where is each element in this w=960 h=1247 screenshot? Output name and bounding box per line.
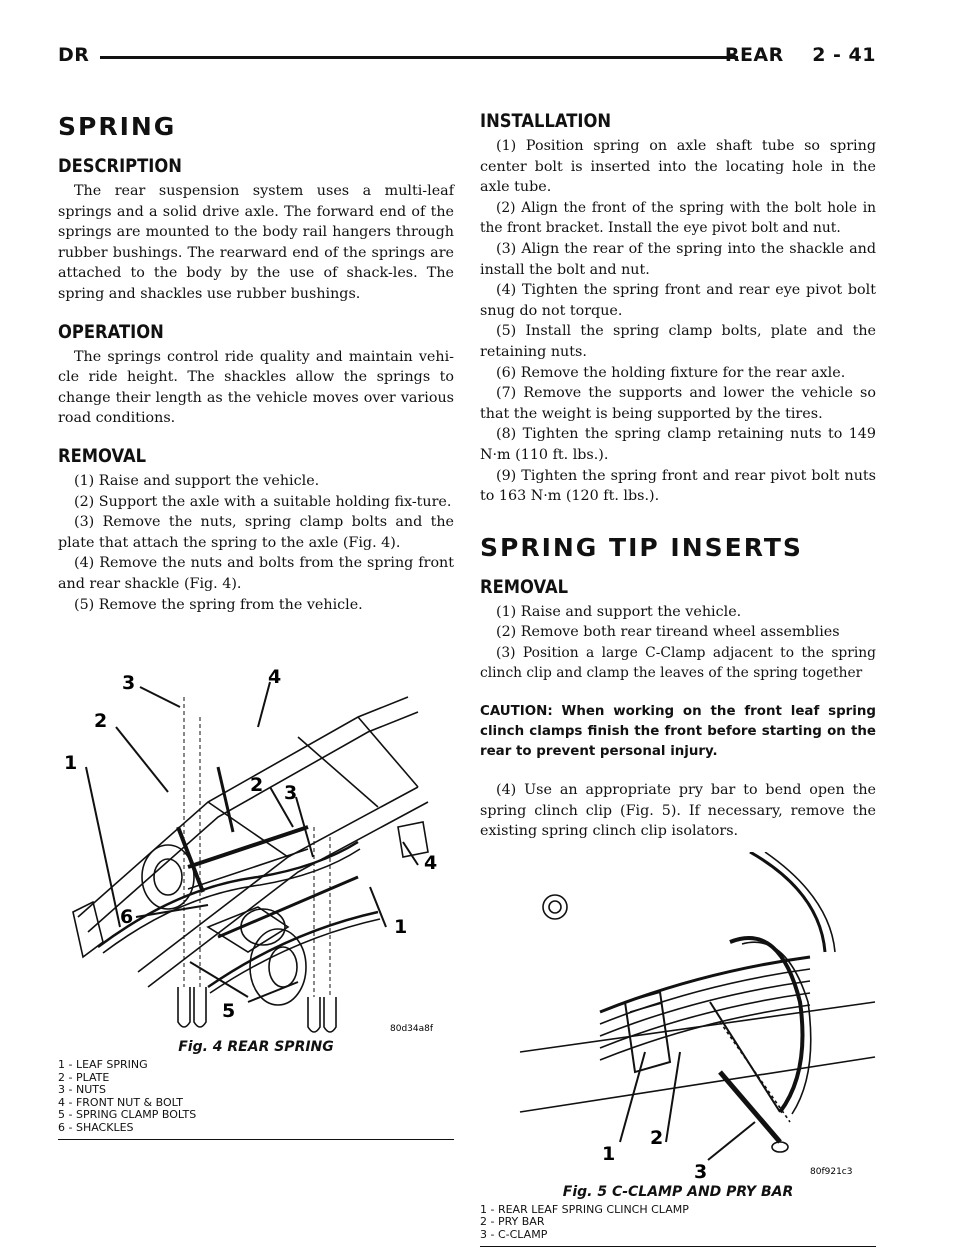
fig5-caption: Fig. 5 C-CLAMP AND PRY BAR bbox=[562, 1183, 794, 1200]
legend-item: 1 - REAR LEAF SPRING CLINCH CLAMP bbox=[480, 1202, 689, 1216]
installation-step: (2) Align the front of the spring with the bolt hole in the front bracket. Install the eye pivot bolt and nut. bbox=[480, 199, 876, 237]
callout-1: 1 bbox=[64, 752, 78, 775]
operation-text: The springs control ride quality and maintain vehi-cle ride height. The shackles allow the springs to change their length as the vehicle moves over various road conditions. bbox=[58, 348, 454, 427]
tip-removal-heading: REMOVAL bbox=[480, 575, 569, 598]
left-column bbox=[58, 104, 454, 1140]
tip-removal-step: (4) Use an appropriate pry bar to bend open the spring clinch clip (Fig. 5). If necessary, remove the existing spring clinch clip isolators. bbox=[480, 782, 876, 840]
installation-step: (9) Tighten the spring front and rear pivot bolt nuts to 163 N·m (120 ft. lbs.). bbox=[480, 467, 876, 505]
callout-5: 5 bbox=[222, 1000, 236, 1023]
callout-1: 1 bbox=[394, 916, 408, 939]
legend-item: 2 - PLATE bbox=[58, 1070, 110, 1084]
tip-removal-step: (2) Remove both rear tireand wheel assemblies bbox=[496, 624, 840, 641]
removal-heading: REMOVAL bbox=[58, 444, 147, 467]
page-header bbox=[58, 44, 876, 72]
header-rule bbox=[100, 56, 738, 59]
legend-item: 5 - SPRING CLAMP BOLTS bbox=[58, 1108, 197, 1122]
legend-item: 6 - SHACKLES bbox=[58, 1121, 134, 1135]
operation-heading: OPERATION bbox=[58, 320, 164, 343]
installation-heading: INSTALLATION bbox=[480, 110, 612, 132]
callout-3: 3 bbox=[122, 672, 136, 695]
tip-inserts-title: SPRING TIP INSERTS bbox=[480, 532, 803, 562]
header-section: DR bbox=[58, 44, 90, 66]
installation-step: (4) Tighten the spring front and rear eye pivot bolt snug do not torque. bbox=[480, 282, 876, 319]
fig5-legend bbox=[480, 1204, 876, 1246]
description-heading: DESCRIPTION bbox=[58, 155, 182, 177]
legend-item: 4 - FRONT NUT & BOLT bbox=[58, 1095, 183, 1109]
installation-step: (8) Tighten the spring clamp retaining nuts to 149 N·m (110 ft. lbs.). bbox=[480, 426, 876, 463]
fig4-caption: Fig. 4 REAR SPRING bbox=[178, 1039, 334, 1056]
callout-4: 4 bbox=[424, 852, 438, 875]
legend-item: 1 - LEAF SPRING bbox=[58, 1058, 148, 1072]
removal-step: (2) Support the axle with a suitable holding fix-ture. bbox=[74, 493, 452, 510]
callout-3: 3 bbox=[284, 782, 298, 805]
fig5-c-clamp-pry-bar bbox=[480, 852, 876, 1247]
tip-removal-step: (3) Position a large C-Clamp adjacent to the spring clinch clip and clamp the leaves of the spring together bbox=[480, 644, 876, 682]
callout-2: 2 bbox=[650, 1126, 664, 1149]
removal-step: (5) Remove the spring from the vehicle. bbox=[74, 596, 363, 613]
callout-2: 2 bbox=[94, 710, 108, 733]
figure-code: 80f921c3 bbox=[810, 1166, 853, 1177]
callout-4: 4 bbox=[268, 666, 282, 689]
legend-item: 3 - C-CLAMP bbox=[480, 1228, 548, 1242]
callout-2: 2 bbox=[250, 774, 264, 797]
installation-step: (1) Position spring on axle shaft tube so spring center bolt is inserted into the locating hole in the axle tube. bbox=[480, 138, 876, 196]
figure-code: 80d34a8f bbox=[390, 1024, 434, 1035]
description-text: The rear suspension system uses a multi-leaf springs and a solid drive axle. The forward end of the springs are mounted to the body rail hangers through rubber bushings. The rearward end of the springs are attached to the body by the use of shack-les. The spring and shackles use rubber bushings. bbox=[58, 183, 454, 302]
removal-step: (1) Raise and support the vehicle. bbox=[74, 472, 320, 489]
installation-step: (7) Remove the supports and lower the vehicle so that the weight is being supported by the tires. bbox=[480, 385, 876, 422]
spring-title: SPRING bbox=[58, 112, 177, 141]
fig4-legend bbox=[58, 1059, 454, 1139]
callout-6: 6 bbox=[120, 906, 134, 929]
removal-step: (3) Remove the nuts, spring clamp bolts and the plate that attach the spring to the axle (Fig. 4). bbox=[58, 514, 454, 551]
right-column bbox=[480, 104, 876, 1247]
installation-step: (6) Remove the holding fixture for the rear axle. bbox=[496, 364, 846, 381]
caution-note: CAUTION: When working on the front leaf spring clinch clamps finish the front before starting on the rear to prevent personal injury. bbox=[480, 704, 876, 760]
installation-step: (5) Install the spring clamp bolts, plate and the retaining nuts. bbox=[480, 323, 876, 360]
callout-1: 1 bbox=[602, 1142, 616, 1165]
installation-step: (3) Align the rear of the spring into the shackle and install the bolt and nut. bbox=[480, 240, 876, 278]
callout-3: 3 bbox=[694, 1160, 708, 1182]
removal-step: (4) Remove the nuts and bolts from the spring front and rear shackle (Fig. 4). bbox=[58, 555, 454, 592]
fig4-rear-spring bbox=[58, 627, 454, 1140]
c-clamp-illustration bbox=[480, 852, 876, 1182]
tip-removal-step: (1) Raise and support the vehicle. bbox=[496, 603, 742, 620]
legend-item: 3 - NUTS bbox=[58, 1083, 106, 1097]
rear-spring-illustration bbox=[58, 627, 454, 1037]
header-page-number: REAR 2 - 41 bbox=[724, 44, 876, 66]
legend-item: 2 - PRY BAR bbox=[480, 1215, 545, 1229]
